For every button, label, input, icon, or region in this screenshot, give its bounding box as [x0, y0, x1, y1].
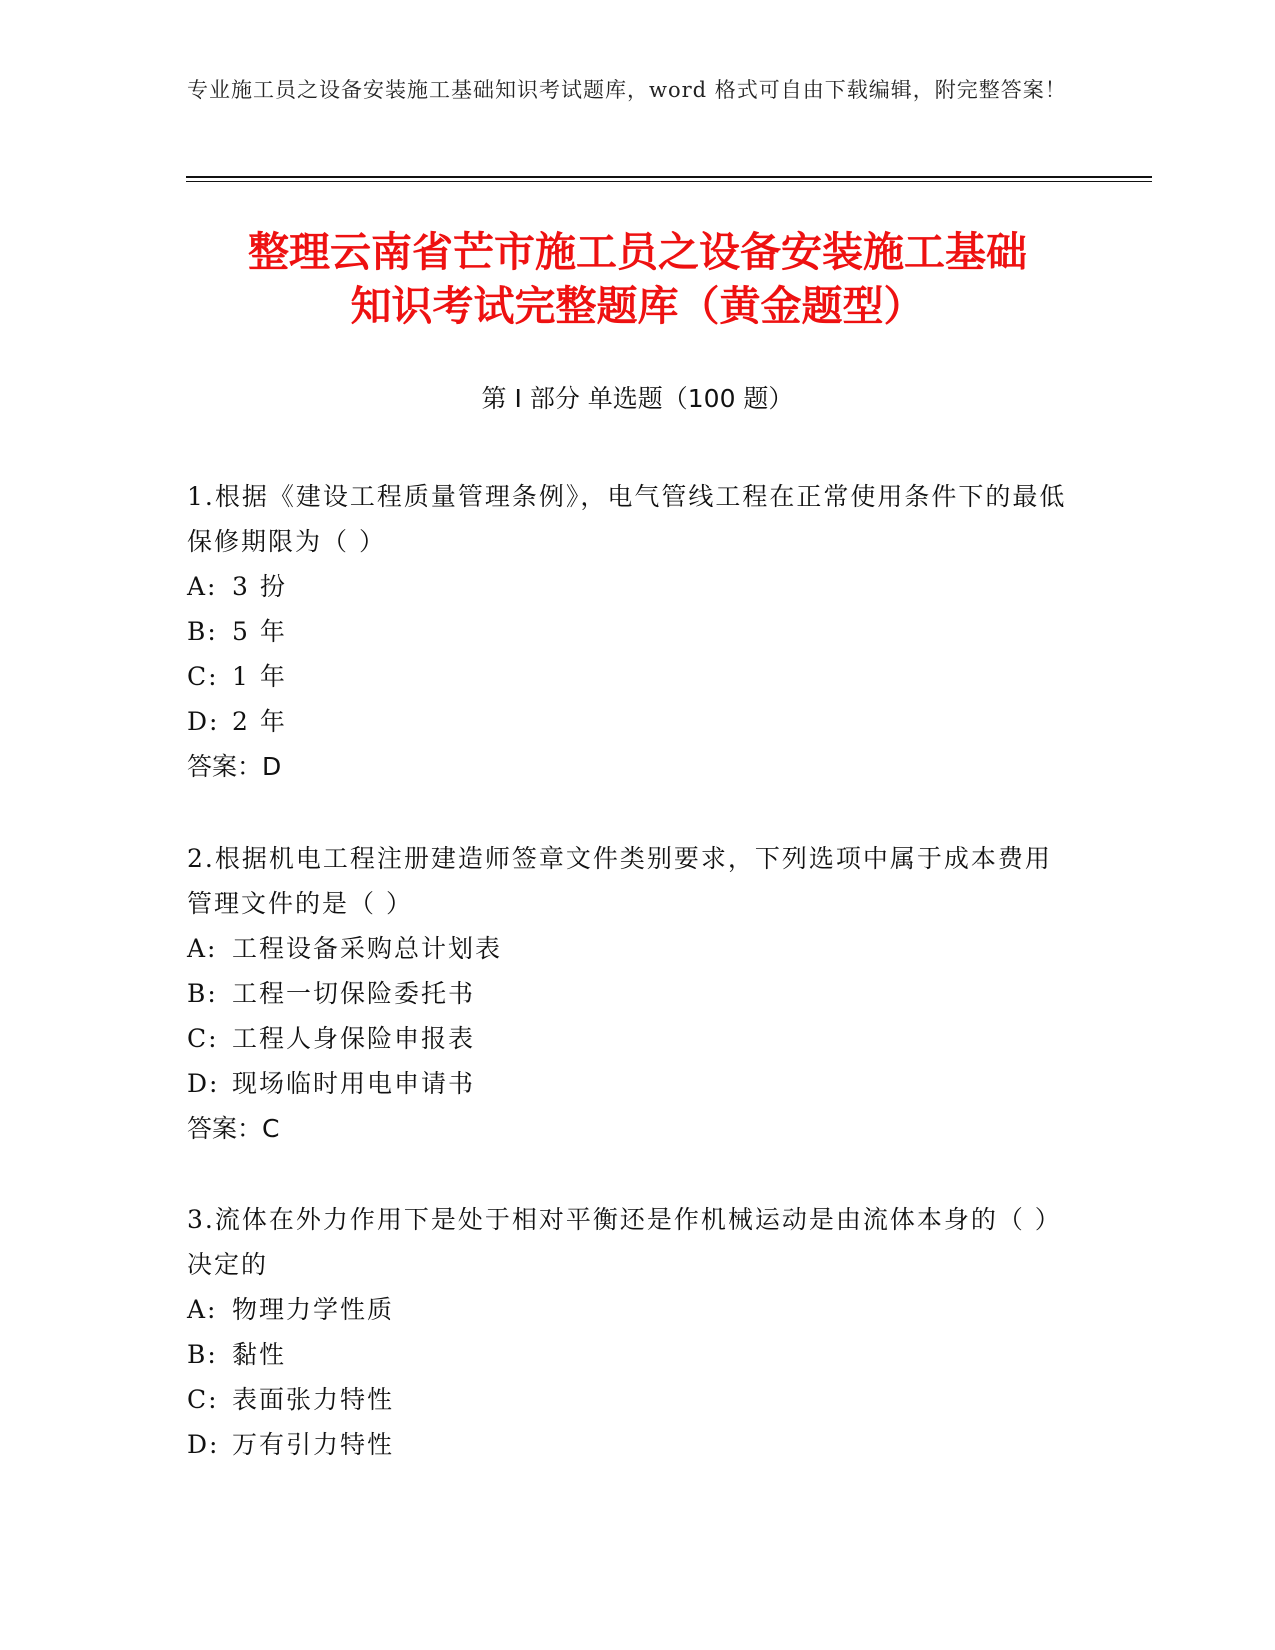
question-text: 2.根据机电工程注册建造师签章文件类别要求，下列选项中属于成本费用管理文件的是（ ） [187, 844, 1052, 918]
section-title: 第 I 部分 单选题（100 题） [481, 384, 794, 413]
option-b [187, 971, 1067, 1016]
option-letter: D: [187, 707, 220, 736]
answer: 答案：C [187, 1114, 280, 1143]
document-title [150, 225, 1125, 333]
question-1 [187, 474, 1067, 789]
option-text: 工程一切保险委托书 [232, 979, 476, 1008]
option-b [187, 609, 1067, 654]
option-letter: C: [187, 662, 219, 691]
option-text: 表面张力特性 [232, 1385, 395, 1414]
option-text: 黏性 [232, 1340, 287, 1369]
title-line-1: 整理云南省芒市施工员之设备安装施工基础 [248, 228, 1027, 276]
option-text: 工程人身保险申报表 [232, 1024, 476, 1053]
option-letter: B: [187, 617, 218, 646]
question-text: 3.流体在外力作用下是处于相对平衡还是作机械运动是由流体本身的（ ）决定的 [187, 1205, 1062, 1279]
option-text: 现场临时用电申请书 [232, 1069, 476, 1098]
option-letter: C: [187, 1385, 219, 1414]
option-text: 工程设备采购总计划表 [232, 934, 503, 963]
option-c [187, 1016, 1067, 1061]
title-line-2: 知识考试完整题库（黄金题型） [350, 282, 925, 330]
question-2 [187, 836, 1067, 1151]
option-text: 5 年 [232, 617, 287, 646]
option-letter: D: [187, 1430, 220, 1459]
option-letter: A: [187, 572, 218, 601]
header-rule-thin [186, 181, 1152, 182]
option-text: 3 扮 [232, 572, 287, 601]
option-letter: C: [187, 1024, 219, 1053]
option-text: 万有引力特性 [232, 1430, 395, 1459]
option-a [187, 564, 1067, 609]
option-letter: B: [187, 1340, 218, 1369]
option-d [187, 1422, 1067, 1467]
option-c [187, 1377, 1067, 1422]
option-d [187, 699, 1067, 744]
option-c [187, 654, 1067, 699]
option-a [187, 1287, 1067, 1332]
option-a [187, 926, 1067, 971]
answer: 答案：D [187, 752, 282, 781]
option-letter: A: [187, 934, 218, 963]
question-3 [187, 1197, 1067, 1467]
option-letter: B: [187, 979, 218, 1008]
option-letter: A: [187, 1295, 218, 1324]
option-b [187, 1332, 1067, 1377]
option-letter: D: [187, 1069, 220, 1098]
header-rule-thick [186, 176, 1152, 178]
option-text: 1 年 [232, 662, 287, 691]
header-note: 专业施工员之设备安装施工基础知识考试题库，word 格式可自由下载编辑，附完整答案！ [187, 78, 1067, 102]
option-d [187, 1061, 1067, 1106]
question-text: 1.根据《建设工程质量管理条例》，电气管线工程在正常使用条件下的最低保修期限为（ ） [187, 482, 1067, 556]
option-text: 物理力学性质 [232, 1295, 395, 1324]
option-text: 2 年 [232, 707, 287, 736]
